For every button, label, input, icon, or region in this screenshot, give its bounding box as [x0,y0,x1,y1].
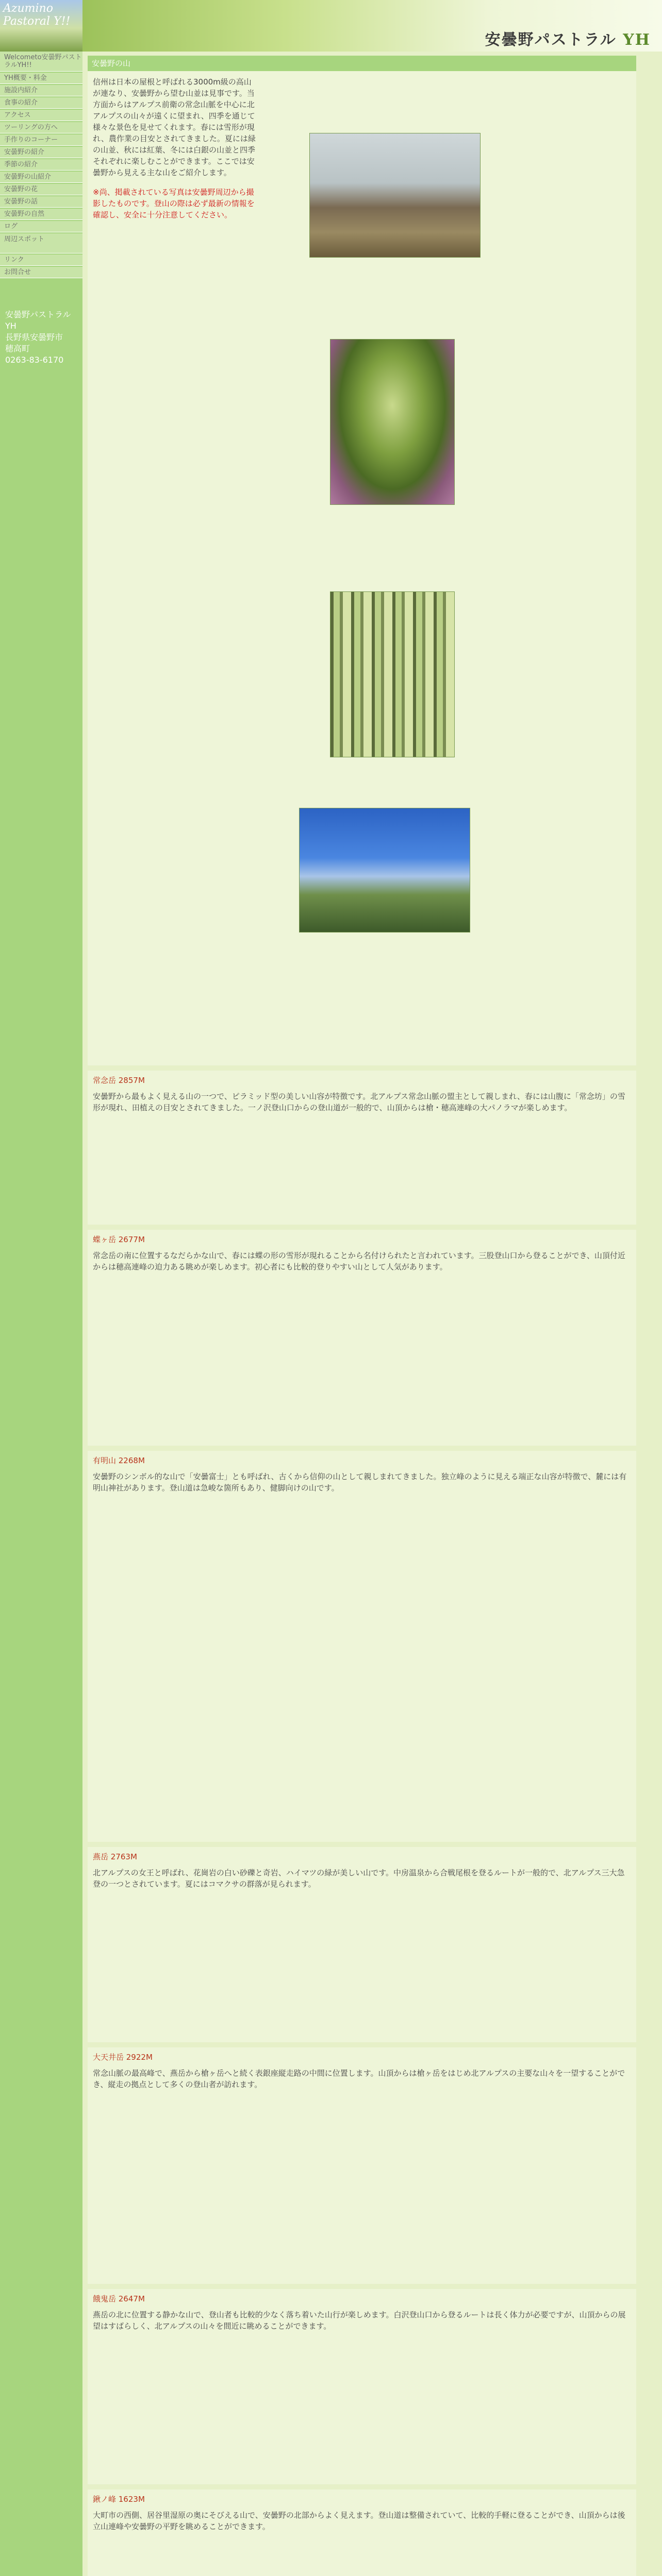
mountain-title: 大天井岳 2922M [88,2042,636,2063]
mountain-description: 北アルプスの女王と呼ばれ、花崗岩の白い砂礫と奇岩、ハイマツの緑が美しい山です。中房温泉から合戦尾根を登るルートが一般的で、北アルプス三大急登の一つとされています。夏にはコマクサの群落が見られます。 [93,1868,625,1889]
forest-photo [330,591,455,757]
contact-phone: 0263-83-6170 [5,355,64,365]
sidebar-item-spots[interactable]: 周辺スポット [0,233,82,253]
mountain-title: 蝶ヶ岳 2677M [88,1225,636,1246]
sidebar-item-touring[interactable]: ツーリングの方へ [0,122,82,133]
sidebar-item-stories[interactable]: 安曇野の話 [0,196,82,208]
mountain-entry [88,1065,636,1225]
mountain-entry [88,2484,636,2576]
mountain-title: 燕岳 2763M [88,1842,636,1863]
sidebar-item-meal[interactable]: 食事の紹介 [0,97,82,109]
sidebar-item-access[interactable]: アクセス [0,110,82,121]
sidebar-item-flowers[interactable]: 安曇野の花 [0,184,82,195]
mountain-text [88,1087,636,1225]
mountain-entry [88,2284,636,2484]
sidebar-item-azumino[interactable]: 安曇野の紹介 [0,147,82,158]
plant-photo [330,339,455,505]
sidebar-item-season[interactable]: 季節の紹介 [0,159,82,171]
mountain-text [88,1246,636,1446]
mountain-title: 餓鬼岳 2647M [88,2284,636,2305]
contact-line: 長野県安曇野市 [5,332,63,342]
sidebar-item-links[interactable]: リンク [0,255,82,266]
mountain-title: 常念岳 2857M [88,1065,636,1087]
mountain-description: 安曇野のシンボル的な山で「安曇富士」とも呼ばれ、古くから信仰の山として親しまれてきました。独立峰のように見える端正な山容が特徴で、麓には有明山神社があります。登山道は急峻な箇所もあり、健脚向けの山です。 [93,1472,627,1493]
mountain-entry [88,1446,636,1842]
mountain-description: 常念山脈の最高峰で、燕岳から槍ヶ岳へと続く表銀座縦走路の中間に位置します。山頂からは槍ヶ岳をはじめ北アルプスの主要な山々を一望することができ、縦走の拠点として多くの登山者が訪れます。 [93,2069,625,2089]
mountain-description: 安曇野から最もよく見える山の一つで、ピラミッド型の美しい山容が特徴です。北アルプス常念山脈の盟主として親しまれ、春には山腹に「常念坊」の雪形が現れ、田植えの目安とされてきました。一ノ沢登山口からの登山道が一般的で、山頂からは槍・穂高連峰の大パノラマが楽しめます。 [93,1092,625,1112]
mountain-entry [88,2042,636,2284]
mountain-text [88,2063,636,2284]
banner-image [82,0,662,52]
sidebar-item-handmade[interactable]: 手作りのコーナー [0,134,82,146]
contact-line: 安曇野パストラル [5,310,71,319]
sidebar-item-welcome[interactable]: Welcometo安曇野パストラルYH!! [0,52,82,72]
mountain-text [88,1467,636,1842]
mountain-photo [309,133,481,258]
mountain-entry [88,1225,636,1446]
intro-text: 信州は日本の屋根と呼ばれる3000m級の高山が連なり、安曇野から望む山並は見事です。当方面からはアルプス前衛の常念山脈を中心に北アルプスの山々が遠くに望まれ、四季を通じて様々な景色を見せてくれます。春には雪形が現れ、農作業の目安とされてきました。夏には緑の山並、秋には紅葉、冬には白銀の山並と四季それぞれに楽しむことができます。ここでは安曇野から見える主な山をご紹介します。 [93,77,256,177]
sidebar-nav [0,52,82,2576]
sidebar-item-nature[interactable]: 安曇野の自然 [0,209,82,220]
contact-info [0,309,82,366]
mountain-description: 燕岳の北に位置する静かな山で、登山者も比較的少なく落ち着いた山行が楽しめます。白沢登山口から登るルートは長く体力が必要ですが、山頂からの展望はすばらしく、北アルプスの山々を間近に眺めることができます。 [93,2310,626,2331]
contact-line: YH [5,321,16,331]
section-title: 安曇野の山 [88,56,636,71]
intro-section [88,71,636,1065]
sidebar-item-mountains[interactable]: 安曇野の山紹介 [0,172,82,183]
intro-notice: ※尚、掲載されている写真は安曇野周辺から撮影したものです。登山の際は必ず最新の情報を確認し、安全に十分注意してください。 [93,188,255,219]
sidebar-item-log[interactable]: ログ [0,221,82,232]
mountain-title: 鍬ノ峰 1623M [88,2484,636,2505]
logo-text: 安曇野パストラル [485,31,617,49]
mountain-description: 大町市の西側、居谷里湿原の奥にそびえる山で、安曇野の北部からよく見えます。登山道は整備されていて、比較的手軽に登ることができ、山頂からは後立山連峰や安曇野の平野を眺めることができます。 [93,2511,625,2531]
mountain-text [88,2505,636,2576]
content-area [88,52,636,2576]
mountain-title: 有明山 2268M [88,1446,636,1467]
main-content [82,52,662,2576]
mountain-view-photo [299,808,470,933]
mountain-text [88,2305,636,2484]
mountain-description: 常念岳の南に位置するなだらかな山で、春には蝶の形の雪形が現れることから名付けられたと言われています。三股登山口から登ることができ、山頂付近からは穂高連峰の迫力ある眺めが楽しめます。初心者にも比較的登りやすい山として人気があります。 [93,1251,625,1272]
site-title: Azumino Pastoral Y!! [3,2,71,28]
sidebar-item-facility[interactable]: 施設内紹介 [0,85,82,96]
sidebar-item-contact[interactable]: お問合せ [0,267,82,278]
mountain-text [88,1863,636,2042]
contact-line: 穂高町 [5,344,30,353]
sidebar-item-overview[interactable]: YH概要・料金 [0,73,82,84]
mountain-entry [88,1842,636,2042]
site-logo [485,27,651,49]
logo-suffix: YH [623,31,651,49]
banner-left [0,0,82,52]
